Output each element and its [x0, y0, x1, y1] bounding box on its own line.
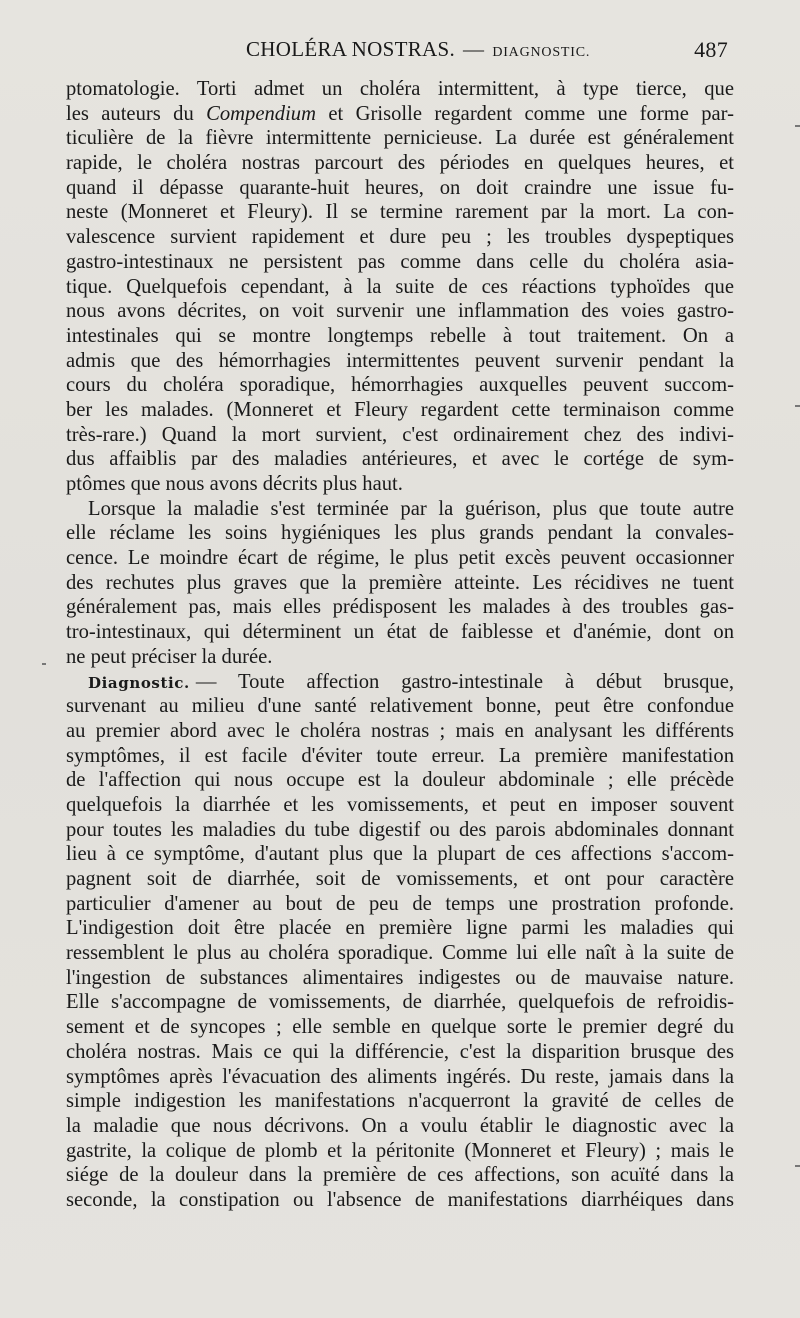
text-line: gastro-intestinaux ne persistent pas comme dans celle du choléra asia-: [66, 250, 734, 273]
text-line: ne peut préciser la durée.: [66, 645, 273, 668]
text-line: cence. Le moindre écart de régime, le plus petit excès peuvent occasionner: [66, 547, 734, 570]
text-line: pagnent soit de diarrhée, soit de vomissements, et ont pour caractère: [66, 868, 734, 890]
text-line: valescence survient rapidement et dure peu ; les troubles dyspeptiques: [66, 226, 734, 249]
text-line: choléra nostras. Mais ce qui la différencie, c'est la disparition brusque des: [66, 1040, 734, 1063]
header-dash: —: [463, 37, 485, 61]
text-line: admis que des hémorrhagies intermittentes peuvent survenir pendant la: [66, 349, 734, 372]
text-line: quelquefois la diarrhée et les vomissements, et peut en imposer souvent: [66, 793, 734, 816]
text-line: L'indigestion doit être placée en première ligne parmi les maladies qui: [66, 917, 734, 940]
text-line: cours du choléra sporadique, hémorrhagies auxquelles peuvent succom-: [66, 374, 734, 397]
running-head: [66, 37, 734, 65]
text-line: lieu à ce symptôme, d'autant plus que la plupart de ces affections s'accom-: [66, 843, 734, 866]
text-line: symptômes après l'évacuation des aliments ingérés. Du reste, jamais dans la: [66, 1065, 734, 1088]
text-line: quand il dépasse quarante-huit heures, on doit craindre une issue fu-: [66, 176, 734, 199]
text-line: seconde, la constipation ou l'absence de manifestations diarrhéiques dans: [66, 1188, 734, 1211]
text-line: la maladie que nous décrivons. On a voulu établir le diagnostic avec la: [66, 1114, 734, 1137]
margin-mark: [795, 405, 800, 407]
margin-mark: [42, 663, 46, 665]
text-line: simple indigestion les manifestations n'acquerront la gravité de celles de: [66, 1090, 734, 1113]
text-line: symptômes, il est facile d'éviter toute erreur. La première manifestation: [66, 744, 734, 767]
text-line: elle réclame les soins hygiéniques les plus grands pendant la convales-: [66, 522, 734, 545]
text-line: Lorsque la maladie s'est terminée par la guérison, plus que toute autre: [88, 497, 734, 520]
text-line: neste (Monneret et Fleury). Il se termine rarement par la mort. La con-: [66, 201, 734, 224]
text-line: tro-intestinaux, qui déterminent un état de faiblesse et d'anémie, dont on: [66, 621, 734, 644]
text-line: survenant au milieu d'une santé relativement bonne, peut être confondue: [66, 695, 734, 718]
text-line: tique. Quelquefois cependant, à la suite de ces réactions typhoïdes que: [66, 275, 734, 298]
margin-mark: [795, 125, 800, 127]
text-line: l'ingestion de substances alimentaires indigestes ou de mauvaise nature.: [66, 966, 734, 989]
text-line: sement et de syncopes ; elle semble en quelque sorte le premier degré du: [66, 1016, 734, 1039]
header-section: DIAGNOSTIC.: [492, 45, 591, 60]
header-title: CHOLÉRA NOSTRAS.: [246, 37, 455, 61]
text-line: rapide, le choléra nostras parcourt des périodes en quelques heures, et: [66, 152, 734, 175]
text-line: généralement pas, mais elles prédisposent les malades à des troubles gas-: [66, 596, 734, 619]
text-line: les auteurs du Compendium et Grisolle regardent comme une forme par-: [66, 102, 734, 125]
text-line: siége de la douleur dans la première de ces affections, son acuïté dans la: [66, 1164, 734, 1187]
text-line: intestinales qui se montre longtemps rebelle à tout traitement. On a: [66, 324, 734, 347]
text-line: pour toutes les maladies du tube digestif ou des parois abdominales donnant: [66, 818, 734, 841]
text-line: des rechutes plus graves que la première atteinte. Les récidives ne tuent: [66, 571, 734, 594]
text-line: ber les malades. (Monneret et Fleury regardent cette terminaison comme: [66, 398, 734, 421]
run-in-text: — Toute affection gastro-intestinale à début brusque,: [195, 670, 734, 693]
run-in-line: [66, 670, 734, 695]
italic-title: Compendium: [206, 102, 316, 125]
text-line: au premier abord avec le choléra nostras ; mais en analysant les différents: [66, 719, 734, 742]
text-line: très-rare.) Quand la mort survient, c'est ordinairement chez des indivi-: [66, 423, 734, 446]
text-line: gastrite, la colique de plomb et la péritonite (Monneret et Fleury) ; mais le: [66, 1139, 734, 1162]
text-line: ressemblent le plus au choléra sporadique. Comme lui elle naît à la suite de: [66, 942, 734, 965]
text-line: de l'affection qui nous occupe est la douleur abdominale ; elle précède: [66, 769, 734, 792]
text-line: ticulière de la fièvre intermittente pernicieuse. La durée est généralement: [66, 127, 734, 150]
text-line: ptomatologie. Torti admet un choléra intermittent, à type tierce, que: [66, 78, 734, 100]
section-heading: Diagnostic.: [88, 673, 190, 692]
text-line: particulier d'amener au bout de peu de temps une prostration profonde.: [66, 892, 734, 915]
running-title: [246, 37, 590, 62]
text-line: Elle s'accompagne de vomissements, de diarrhée, quelquefois de refroidis-: [66, 991, 734, 1014]
text-line: ptômes que nous avons décrits plus haut.: [66, 473, 403, 495]
text-line: dus affaiblis par des maladies antérieures, et avec le cortége de sym-: [66, 448, 734, 471]
margin-mark: [795, 1165, 800, 1167]
body-text: [66, 77, 734, 1213]
text-line: nous avons décrites, on voit survenir une inflammation des voies gastro-: [66, 300, 734, 323]
page-number: 487: [694, 37, 728, 62]
